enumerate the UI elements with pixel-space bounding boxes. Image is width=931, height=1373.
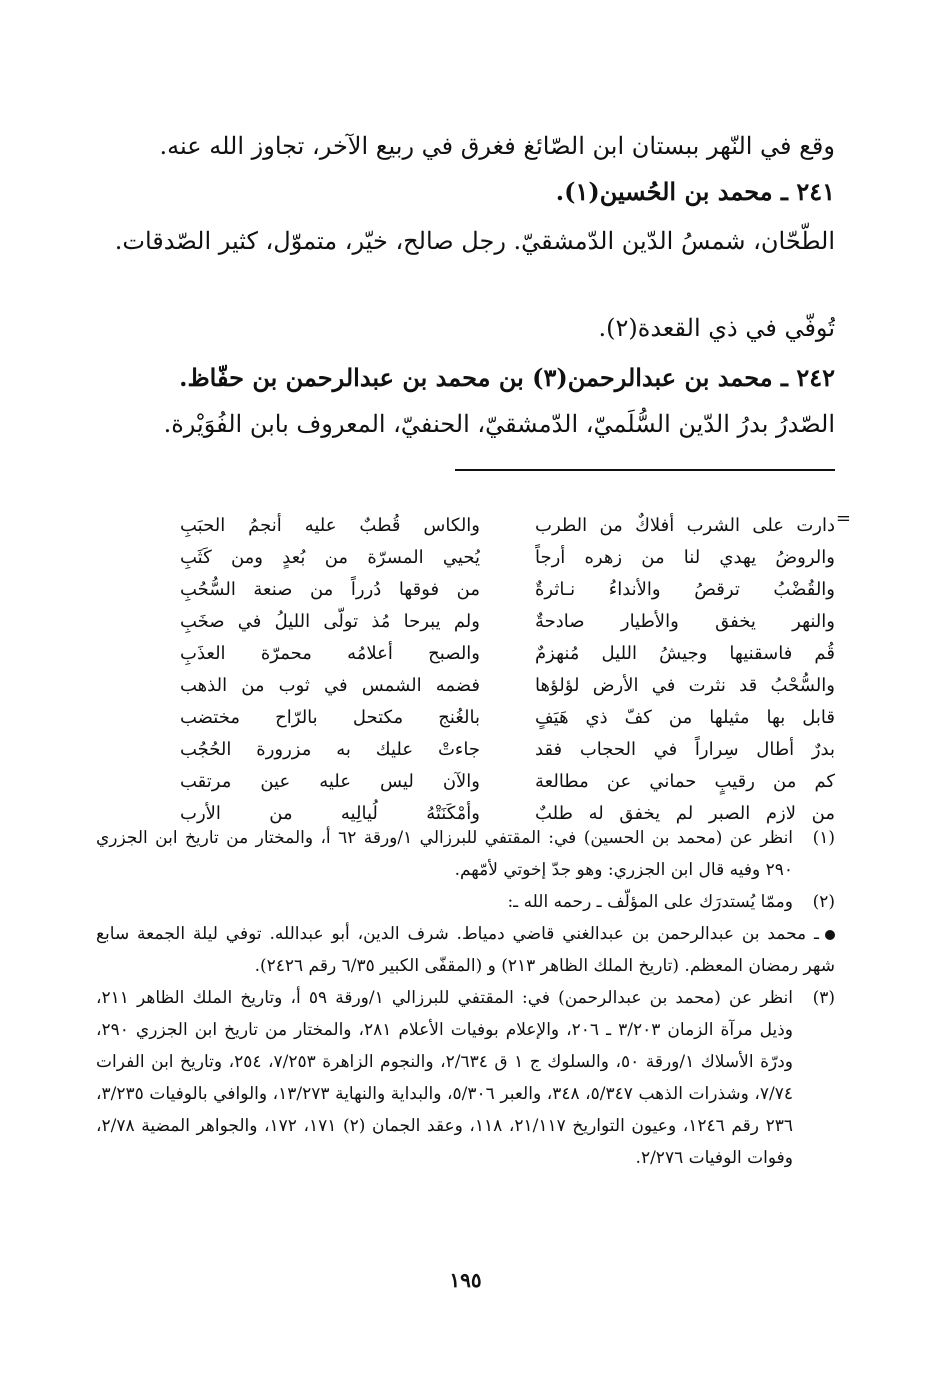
- footnote-number: (٢): [812, 892, 835, 912]
- poem-verse: [95, 638, 835, 670]
- verse-second-hemistich: من فوقها دُرراً من صنعة السُّحُبِ: [180, 579, 480, 600]
- verse-second-hemistich: والكاس قُطبٌ عليه أنجمُ الحبَبِ: [180, 515, 480, 536]
- footnote-text: انظر عن (محمد بن الحسين) في: المقتفي للبرزالي ١/ورقة ٦٢ أ، والمختار من تاريخ ابن الجزري ٢٩٠ وفيه قال ابن الجزري: وهو جدّ إخوتي لأمّهم.: [96, 828, 794, 880]
- verse-first-hemistich: كم من رقيبٍ حماني عن مطالعة: [535, 771, 835, 792]
- footnote-number: (٣): [812, 988, 835, 1008]
- verse-first-hemistich: دارت على الشرب أفلاكٌ من الطرب: [535, 515, 835, 536]
- verse-second-hemistich: جاءتْ عليك به مزرورة الحُجُب: [180, 739, 480, 760]
- poem-verse: [95, 766, 835, 798]
- verse-first-hemistich: قابل بها مثيلها من كفّ ذي هَيَفٍ: [535, 707, 835, 728]
- footnote-2-addendum: [96, 918, 835, 982]
- verse-first-hemistich: من لازم الصبر لم يخفق له طلبٌ: [535, 803, 835, 824]
- verse-first-hemistich: والروضُ يهدي لنا من زهره أرجاً: [535, 547, 835, 568]
- verse-first-hemistich: والقُضْبُ ترقصُ والأنداءُ نـاثرةٌ: [535, 579, 835, 600]
- entry-241-heading: ٢٤١ ـ محمد بن الحُسين(١).: [555, 177, 835, 206]
- page-number: ١٩٥: [449, 1268, 482, 1292]
- continuation-marker: =: [835, 508, 851, 529]
- entry-242-heading: ٢٤٢ ـ محمد بن عبدالرحمن(٣) بن محمد بن عبدالرحمن بن حفّاظ.: [179, 363, 835, 392]
- verse-second-hemistich: يُحيي المسرّة من بُعدٍ ومن كَثَبِ: [180, 547, 480, 568]
- verse-second-hemistich: وأمْكَنَتْهُ لُيالِيه من الأرب: [180, 803, 480, 824]
- footnote-1: [96, 822, 835, 886]
- footnote-2: [96, 886, 835, 918]
- footnote-addendum-text: ـ محمد بن عبدالرحمن بن عبدالغني قاضي دمياط. شرف الدين، أبو عبدالله. توفي ليلة الجمعة سابع شهر رمضان المعظم. (تاريخ الملك الظاهر ٢١٣) و (المقفّى الكبير ٦/٣٥ رقم ٢٤٢٦).: [96, 924, 835, 976]
- verse-second-hemistich: والصبح أعلامُه محمرّة العذَبِ: [180, 643, 480, 664]
- verse-first-hemistich: قُم فاسقنيها وجيشُ الليل مُنهزمٌ: [535, 643, 835, 664]
- footnote-number: (١): [812, 828, 835, 848]
- entry-242-description: الصّدرُ بدرُ الدّين السُّلَميّ، الدّمشقيّ، الحنفيّ، المعروف بابن الفُوَيْرة.: [163, 410, 835, 438]
- poem-verse: [95, 510, 835, 542]
- verse-first-hemistich: بدرٌ أطال سِراراً في الحجاب فقد: [535, 739, 835, 760]
- footnote-3: [96, 982, 835, 1174]
- verse-second-hemistich: والآن ليس عليه عين مرتقب: [180, 771, 480, 792]
- poem: [95, 510, 835, 830]
- footnote-text: وممّا يُستدرَك على المؤلّف ـ رحمه الله ـ:: [507, 892, 793, 912]
- poem-verse: [95, 542, 835, 574]
- entry-241-description: الطّحّان، شمسُ الدّين الدّمشقيّ. رجل صالح، خيّر، متموّل، كثير الصّدقات.: [114, 227, 835, 255]
- footnote-separator: [455, 469, 835, 471]
- poem-verse: [95, 574, 835, 606]
- verse-second-hemistich: فضمه الشمس في ثوب من الذهب: [180, 675, 480, 696]
- poem-verse: [95, 734, 835, 766]
- bullet-icon: [825, 930, 835, 940]
- poem-verse: [95, 670, 835, 702]
- verse-second-hemistich: ولم يبرحا مُذ تولّى الليلُ في صخَبِ: [180, 611, 480, 632]
- poem-verse: [95, 702, 835, 734]
- footnotes: [96, 822, 835, 1174]
- verse-first-hemistich: والسُّحْبُ قد نثرت في الأرض لؤلؤها: [535, 675, 835, 696]
- body-text-line: وقع في النّهر ببستان ابن الصّائغ فغرق في ربيع الآخر، تجاوز الله عنه.: [159, 132, 835, 160]
- entry-241-death: تُوفّي في ذي القعدة(٢).: [598, 314, 835, 342]
- verse-second-hemistich: بالغُنج مكتحل بالرّاح مختضب: [180, 707, 480, 728]
- poem-verse: [95, 606, 835, 638]
- footnote-text: انظر عن (محمد بن عبدالرحمن) في: المقتفي للبرزالي ١/ورقة ٥٩ أ، وتاريخ الملك الظاهر ٢١١، وذيل مرآة الزمان ٣/٢٠٣ ـ ٢٠٦، والإعلام بوفيات الأعلام ٢٨١، والمختار من تاريخ ابن الجزري ٢٩٠، ودرّة الأسلاك ١/ورقة ٥٠، والسلوك ج ١ ق ٢/٦٣٤، والنجوم الزاهرة ٧/٢٥٣، ٢٥٤، وتاريخ ابن الفرات ٧/٧٤، وشذرات الذهب ٥/٣٤٧، ٣٤٨، والعبر ٥/٣٠٦، والبداية والنهاية ١٣/٢٧٣، والوافي بالوفيات ٣/٢٣٥، ٢٣٦ رقم ١٢٤٦، وعيون التواريخ ٢١/١١٧، ١١٨، وعقد الجمان (٢) ١٧١، ١٧٢، والجواهر المضية ٢/٧٨، وفوات الوفيات ٢/٢٧٦.: [96, 988, 794, 1168]
- verse-first-hemistich: والنهر يخفق والأطيار صادحةٌ: [535, 611, 835, 632]
